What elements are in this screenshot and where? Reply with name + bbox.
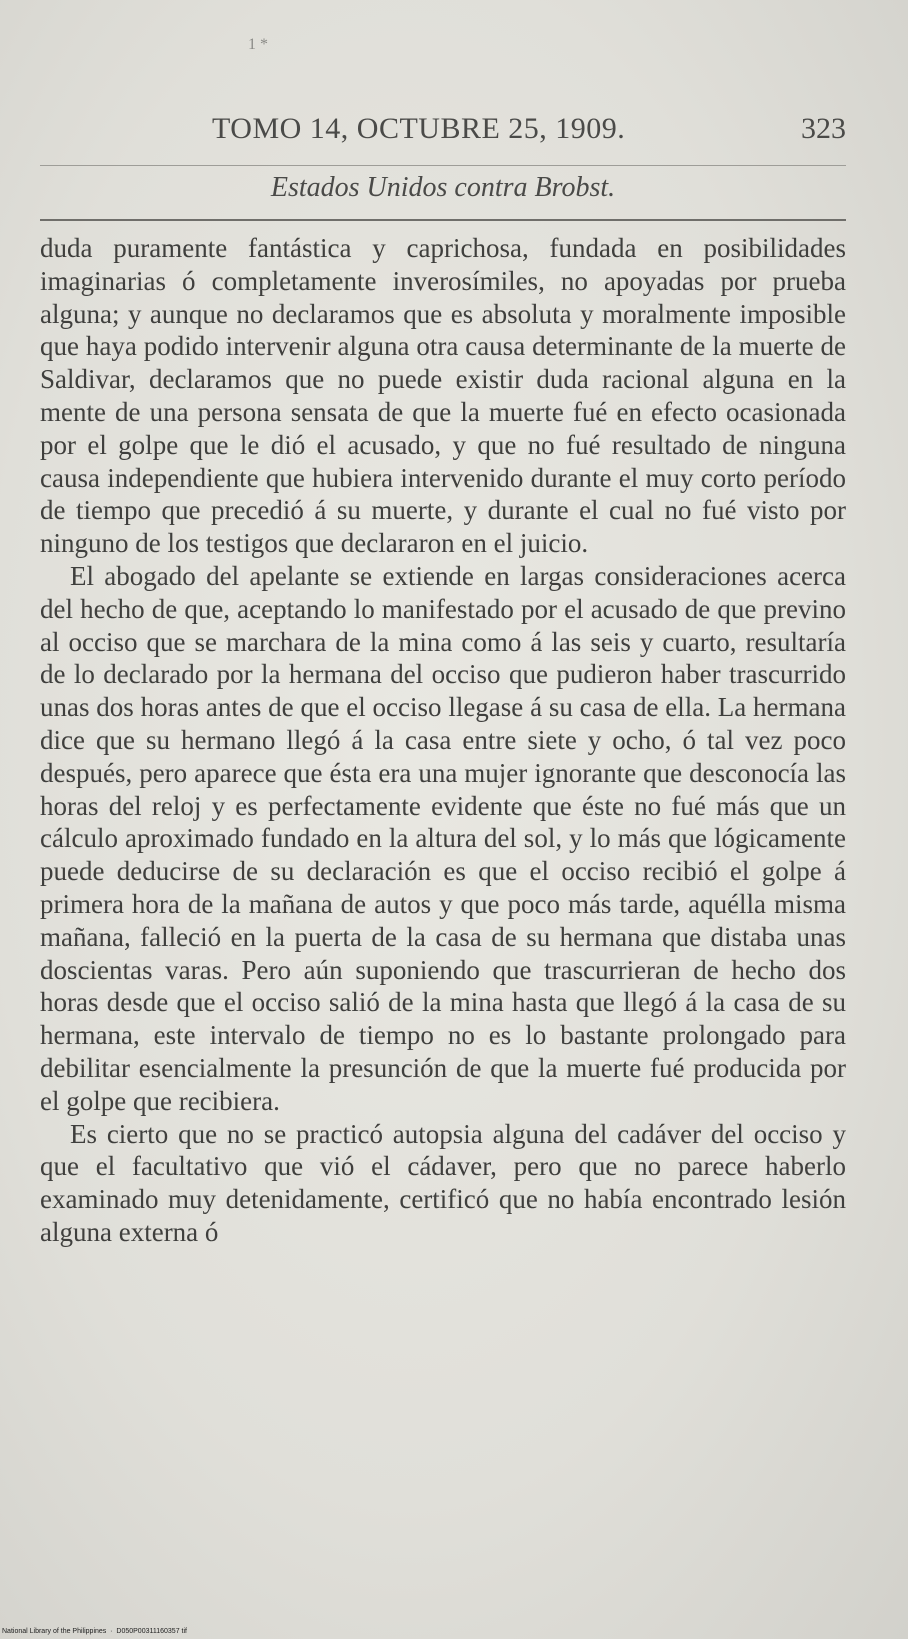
- paragraph-1: duda puramente fantástica y caprichosa, fundada en posibilidades imaginarias ó completamente inverosímiles, no apoyadas por prueba alguna; y aunque no declaramos que es absoluta y moralmente imposible que haya podido intervenir alguna otra causa determinante de la muerte de Saldivar, declaramos que no puede existir duda racional alguna en la mente de una persona sensata de que la muerte fué en efecto ocasionada por el golpe que le dió el acusado, y que no fué resultado de ninguna causa independiente que hubiera intervenido durante el muy corto período de tiempo que precedió á su muerte, y durante el cual no fué visto por ninguno de los testigos que declararon en el juicio.: [40, 233, 846, 559]
- printer-mark: 1 *: [248, 36, 268, 53]
- scan-footer: National Library of the Philippines · D050P00311160357 tif: [2, 1628, 187, 1635]
- body-text: [40, 232, 846, 1249]
- paragraph-3: Es cierto que no se practicó autopsia alguna del cadáver del occiso y que el facultativo que vió el cádaver, pero que no parece haberlo examinado muy detenidamente, certificó que no había encontrado lesión alguna externa ó: [40, 1118, 846, 1247]
- case-title-rule: [40, 219, 846, 221]
- page-header: [40, 112, 846, 152]
- running-title: TOMO 14, OCTUBRE 25, 1909.: [212, 112, 626, 145]
- paragraph-2: El abogado del apelante se extiende en largas consideraciones acerca del hecho de que, aceptando lo manifestado por el acusado de que previno al occiso que se marchara de la mina como á las seis y cuarto, resultaría de lo declarado por la hermana del occiso que pudieron haber trascurrido unas dos horas antes de que el occiso llegase á su casa de ella. La hermana dice que su hermano llegó á la casa entre siete y ocho, ó tal vez poco después, pero aparece que ésta era una mujer ignorante que desconocía las horas del reloj y es perfectamente evidente que éste no fué más que un cálculo aproximado fundado en la altura del sol, y lo más que lógicamente puede deducirse de su declaración es que el occiso recibió el golpe á primera hora de la mañana de autos y que poco más tarde, aquélla misma mañana, falleció en la puerta de la casa de su hermana que distaba unas doscientas varas. Pero aún suponiendo que trascurrieran de hecho dos horas desde que el occiso salió de la mina hasta que llegó á la casa de su hermana, este intervalo de tiempo no es lo bastante prolongado para debilitar esencialmente la presunción de que la muerte fué producida por el golpe que recibiera.: [40, 560, 846, 1116]
- header-rule: [40, 165, 846, 166]
- page-number: 323: [801, 112, 846, 145]
- case-title: Estados Unidos contra Brobst.: [270, 172, 616, 203]
